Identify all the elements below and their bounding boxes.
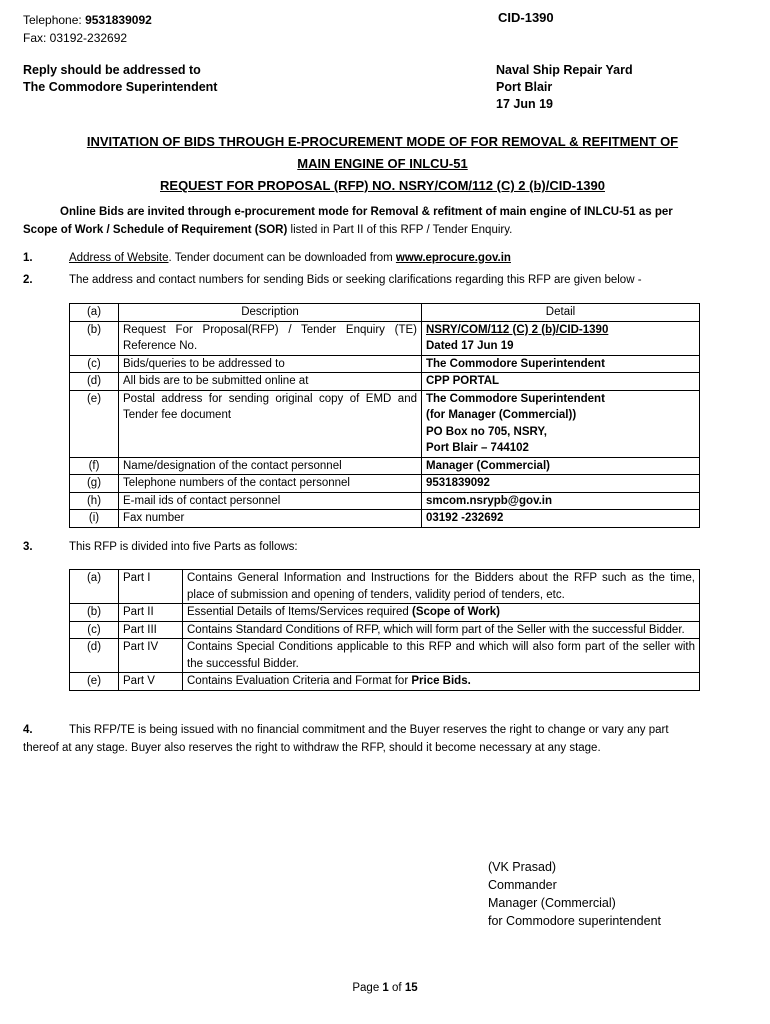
table-cell-index: (a) [70, 570, 119, 604]
table-cell-index: (b) [70, 321, 119, 355]
signatory-rank: Commander [488, 878, 557, 892]
postal-line-3: PO Box no 705, NSRY, [426, 425, 547, 438]
page-number: 1 [382, 982, 389, 994]
table-cell-description [183, 570, 700, 604]
website-label: Address of Website [69, 252, 169, 264]
table-cell-description [183, 673, 700, 691]
table-cell-description: Telephone numbers of the contact personnel [119, 475, 422, 493]
contact-details-table [69, 303, 700, 528]
sender-line-2: Port Blair [496, 80, 553, 94]
fax-line: Fax: 03192-232692 [23, 31, 128, 45]
table-cell-index: (c) [70, 621, 119, 639]
table-cell-index: (c) [70, 355, 119, 373]
part-description-bold: (Scope of Work) [411, 606, 500, 618]
reply-line-1: Reply should be addressed to [23, 63, 201, 77]
table-cell-part: Part IV [119, 639, 183, 673]
reply-address [23, 62, 217, 96]
para-4-number: 4. [23, 724, 33, 736]
para-2-number: 2. [23, 274, 33, 286]
cid-number: CID-1390 [498, 10, 554, 25]
table-row [70, 457, 700, 475]
table-cell-description [183, 604, 700, 622]
table-row [70, 570, 700, 604]
para-4-text-2: thereof at any stage. Buyer also reserves the right to withdraw the RFP, should it become necessary at any stage. [23, 742, 601, 754]
para-4-line-1 [23, 721, 753, 739]
letter-date: 17 Jun 19 [496, 97, 553, 111]
table-row [70, 639, 700, 673]
part-description: Contains General Information and Instructions for the Bidders about the RFP such as the time, place of submission and opening of tenders, validity period of tenders, etc. [187, 572, 695, 601]
page-total: 15 [404, 982, 418, 994]
table-cell-description [183, 621, 700, 639]
signatory-on-behalf: for Commodore superintendent [488, 914, 662, 928]
table-cell-index: (e) [70, 673, 119, 691]
sender-line-1: Naval Ship Repair Yard [496, 63, 633, 77]
page-footer [0, 982, 770, 994]
telephone-label: Telephone: [23, 13, 82, 27]
table-cell-index: (i) [70, 510, 119, 528]
table-row [70, 373, 700, 391]
header-contact [23, 11, 152, 47]
telephone-number: 9531839092 [85, 13, 152, 27]
table-cell-part: Part III [119, 621, 183, 639]
table-header-row [70, 304, 700, 322]
table-cell-index: (g) [70, 475, 119, 493]
table-row [70, 492, 700, 510]
table-cell-description: Name/designation of the contact personnel [119, 457, 422, 475]
table-cell-detail: CPP PORTAL [422, 373, 700, 391]
table-row [70, 510, 700, 528]
table-cell-detail: The Commodore Superintendent [422, 355, 700, 373]
column-header-detail: Detail [422, 304, 700, 322]
table-cell-description: E-mail ids of contact personnel [119, 492, 422, 510]
part-description: Contains Standard Conditions of RFP, which will form part of the Seller with the successful Bidder. [187, 623, 685, 636]
table-cell-index: (d) [70, 639, 119, 673]
rfp-reference: NSRY/COM/112 (C) 2 (b)/CID-1390 [426, 323, 609, 336]
page-label: Page [352, 982, 380, 994]
table-row [70, 621, 700, 639]
table-cell-part: Part II [119, 604, 183, 622]
table-cell-detail [422, 390, 700, 457]
table-cell-description: Postal address for sending original copy of EMD and Tender fee document [119, 390, 422, 457]
signature-block [488, 858, 661, 930]
table-row [70, 475, 700, 493]
part-description-bold: Price Bids. [411, 675, 471, 687]
paragraph-1 [23, 249, 753, 267]
para-3-text: This RFP is divided into five Parts as follows: [69, 541, 298, 553]
table-cell-description: Fax number [119, 510, 422, 528]
website-link[interactable]: www.eprocure.gov.in [395, 252, 511, 264]
table-row [70, 390, 700, 457]
postal-line-2: (for Manager (Commercial)) [426, 409, 577, 421]
table-row [70, 673, 700, 691]
part-description: Essential Details of Items/Services required [187, 606, 412, 618]
para-1-number: 1. [23, 252, 33, 264]
document-title-line-1: INVITATION OF BIDS THROUGH E-PROCUREMENT MODE OF FOR REMOVAL & REFITMENT OF [86, 134, 679, 149]
rfp-date: Dated 17 Jun 19 [426, 340, 514, 352]
paragraph-3 [23, 538, 753, 556]
sender-address [496, 62, 633, 113]
paragraph-4 [23, 721, 753, 757]
column-header-description: Description [119, 304, 422, 322]
signatory-name: (VK Prasad) [488, 860, 557, 874]
intro-line-2 [23, 221, 753, 239]
table-cell-part: Part V [119, 673, 183, 691]
part-description: Contains Special Conditions applicable to this RFP and which will also form part of the seller with the successful Bidder. [187, 641, 695, 670]
reply-line-2: The Commodore Superintendent [23, 80, 218, 94]
telephone-line [23, 11, 152, 29]
table-cell-description: Bids/queries to be addressed to [119, 355, 422, 373]
table-cell-index: (d) [70, 373, 119, 391]
table-row [70, 321, 700, 355]
table-cell-index: (b) [70, 604, 119, 622]
table-cell-detail: 9531839092 [422, 475, 700, 493]
table-row [70, 355, 700, 373]
table-cell-detail: Manager (Commercial) [422, 457, 700, 475]
part-description: Contains Evaluation Criteria and Format for [187, 675, 412, 687]
page-of-label: of [392, 982, 402, 994]
table-cell-detail[interactable]: smcom.nsrypb@gov.in [422, 492, 700, 510]
table-cell-description: Request For Proposal(RFP) / Tender Enquiry (TE) Reference No. [119, 321, 422, 355]
para-1-text: . Tender document can be downloaded from [168, 252, 396, 264]
para-3-number: 3. [23, 541, 33, 553]
para-2-text: The address and contact numbers for sending Bids or seeking clarifications regarding this RFP are given below - [69, 274, 642, 286]
sor-reference: Scope of Work / Schedule of Requirement (SOR) [23, 224, 288, 236]
table-cell-index: (h) [70, 492, 119, 510]
table-cell-description [183, 639, 700, 673]
table-cell-part: Part I [119, 570, 183, 604]
table-cell-detail: 03192 -232692 [422, 510, 700, 528]
paragraph-2 [23, 271, 753, 289]
intro-line-2-rest: listed in Part II of this RFP / Tender Enquiry. [287, 224, 513, 236]
intro-paragraph [23, 203, 753, 239]
intro-line-1: Online Bids are invited through e-procurement mode for Removal & refitment of main engine of INLCU-51 as per [60, 206, 673, 218]
postal-line-1: The Commodore Superintendent [426, 392, 605, 405]
postal-line-4: Port Blair – 744102 [426, 442, 529, 454]
document-title-line-2: MAIN ENGINE OF INLCU-51 [297, 156, 468, 171]
signatory-designation: Manager (Commercial) [488, 896, 616, 910]
table-row [70, 604, 700, 622]
table-cell-detail [422, 321, 700, 355]
rfp-parts-table [69, 569, 700, 691]
para-4-text-1: This RFP/TE is being issued with no financial commitment and the Buyer reserves the right to change or vary any part [69, 724, 669, 736]
document-title-line-3: REQUEST FOR PROPOSAL (RFP) NO. NSRY/COM/112 (C) 2 (b)/CID-1390 [160, 178, 605, 193]
table-cell-index: (f) [70, 457, 119, 475]
table-cell-index: (e) [70, 390, 119, 457]
table-cell-index: (a) [70, 304, 119, 322]
table-cell-description: All bids are to be submitted online at [119, 373, 422, 391]
